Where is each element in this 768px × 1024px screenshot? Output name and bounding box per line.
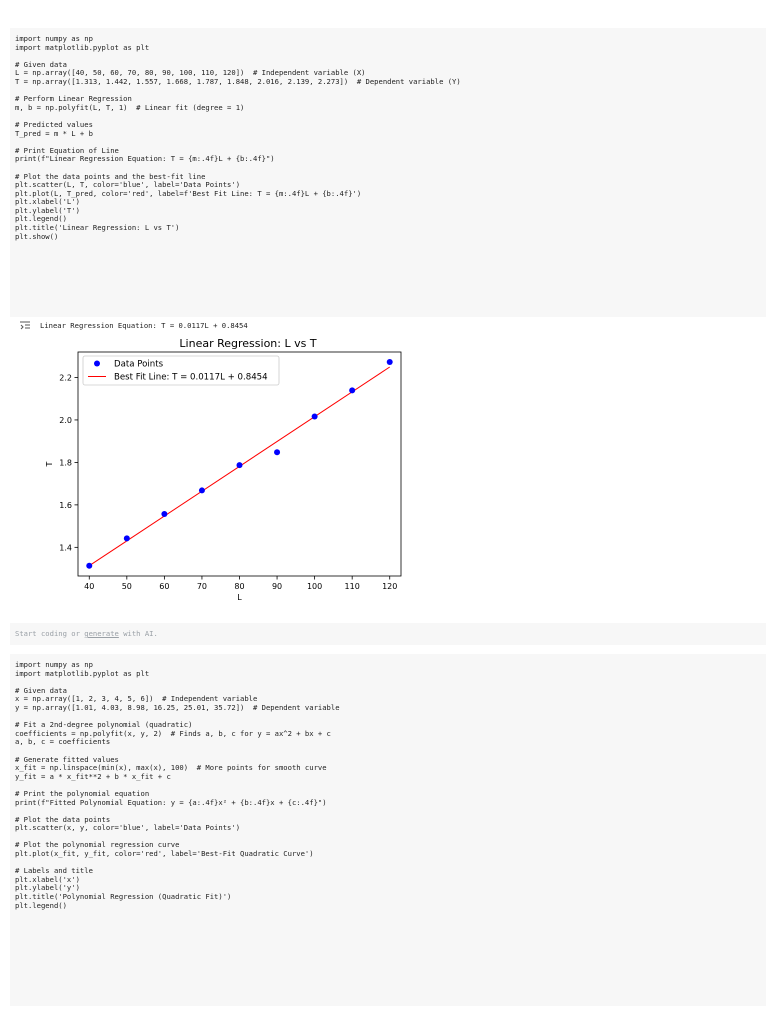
data-point [349, 387, 355, 393]
x-tick-label: 110 [344, 582, 360, 591]
x-tick-label: 50 [121, 582, 132, 591]
y-axis-ticks [59, 373, 78, 552]
x-tick-label: 120 [382, 582, 398, 591]
chart-legend [83, 356, 279, 385]
y-tick-label: 1.8 [59, 458, 72, 468]
data-point [86, 563, 92, 569]
legend-label-data-points: Data Points [114, 359, 164, 370]
code-cell-polynomial-regression[interactable] [10, 654, 766, 1006]
data-point [387, 359, 393, 365]
legend-marker-data-points [94, 361, 100, 367]
prompt-text-after: with AI. [118, 629, 158, 638]
cell-output [18, 320, 248, 330]
x-axis-label: L [237, 593, 242, 602]
data-point [237, 462, 243, 468]
empty-cell-prompt[interactable] [10, 623, 766, 645]
generate-link[interactable]: generate [84, 629, 119, 638]
code-cell-linear-regression[interactable] [10, 28, 766, 317]
x-axis-ticks [84, 576, 397, 591]
y-tick-label: 2.0 [59, 415, 72, 425]
output-toggle-icon[interactable] [18, 320, 32, 330]
x-tick-label: 100 [306, 582, 323, 591]
linear-regression-plot [35, 334, 415, 606]
chart-title: Linear Regression: L vs T [179, 337, 317, 350]
x-tick-label: 70 [196, 582, 208, 591]
y-tick-label: 1.6 [59, 500, 72, 510]
output-text: Linear Regression Equation: T = 0.0117L + 0.8454 [40, 320, 248, 330]
data-point [274, 449, 280, 455]
prompt-text-before: Start coding or [15, 629, 85, 638]
legend-label-best-fit: Best Fit Line: T = 0.0117L + 0.8454 [114, 372, 268, 383]
x-tick-label: 80 [234, 582, 245, 591]
series-layer [86, 359, 392, 569]
x-tick-label: 60 [159, 582, 170, 591]
y-tick-label: 2.2 [59, 373, 72, 383]
data-point [124, 535, 130, 541]
data-point [161, 511, 167, 517]
y-tick-label: 1.4 [59, 543, 72, 553]
code-editor[interactable]: import numpy as np import matplotlib.pyplot as plt # Given data L = np.array([40, 50, 60, 70, 80, 90, 100, 110, 120]) # Independent variable (X) T = np.array([1.313, 1.442, 1.557, 1.668, 1.787, 1.848, 2.016, 2.139, 2.273]) # Dependent variable (Y) # Perform Linear Regression m, b = np.polyfit(L, T, 1) # Linear fit (degree = 1) # Predicted values T_pred = m * L + b # Print Equation of Line print(f"Linear Regression Equation: T = {m:.4f}L + {b:.4f}") # Plot the data points and the best-fit line plt.scatter(L, T, color='blue', label='Data Points') plt.plot(L, T_pred, color='red', label=f'Best Fit Line: T = {m:.4f}L + {b:.4f}') plt.xlabel('L') plt.ylabel('T') plt.legend() plt.title('Linear Regression: L vs T') plt.show() [15, 34, 461, 241]
code-editor[interactable]: import numpy as np import matplotlib.pyplot as plt # Given data x = np.array([1, 2, 3, 4, 5, 6]) # Independent variable y = np.array([1.01, 4.03, 8.98, 16.25, 25.01, 35.72]) # Dependent variable # Fit a 2nd-degree polynomial (quadratic) coefficients = np.polyfit(x, y, 2) # Finds a, b, c for y = ax^2 + bx + c a, b, c = coefficients # Generate fitted values x_fit = np.linspace(min(x), max(x), 100) # More points for smooth curve y_fit = a * x_fit**2 + b * x_fit + c # Print the polynomial equation print(f"Fitted Polynomial Equation: y = {a:.4f}x² + {b:.4f}x + {c:.4f}") # Plot the data points plt.scatter(x, y, color='blue', label='Data Points') # Plot the polynomial regression curve plt.plot(x_fit, y_fit, color='red', label='Best-Fit Quadratic Curve') # Labels and title plt.xlabel('x') plt.ylabel('y') plt.title('Polynomial Regression (Quadratic Fit)') plt.legend() [15, 660, 340, 910]
y-axis-label: T [45, 461, 54, 467]
data-point [312, 414, 318, 420]
x-tick-label: 90 [271, 582, 283, 591]
x-tick-label: 40 [84, 582, 95, 591]
data-point [199, 487, 205, 493]
